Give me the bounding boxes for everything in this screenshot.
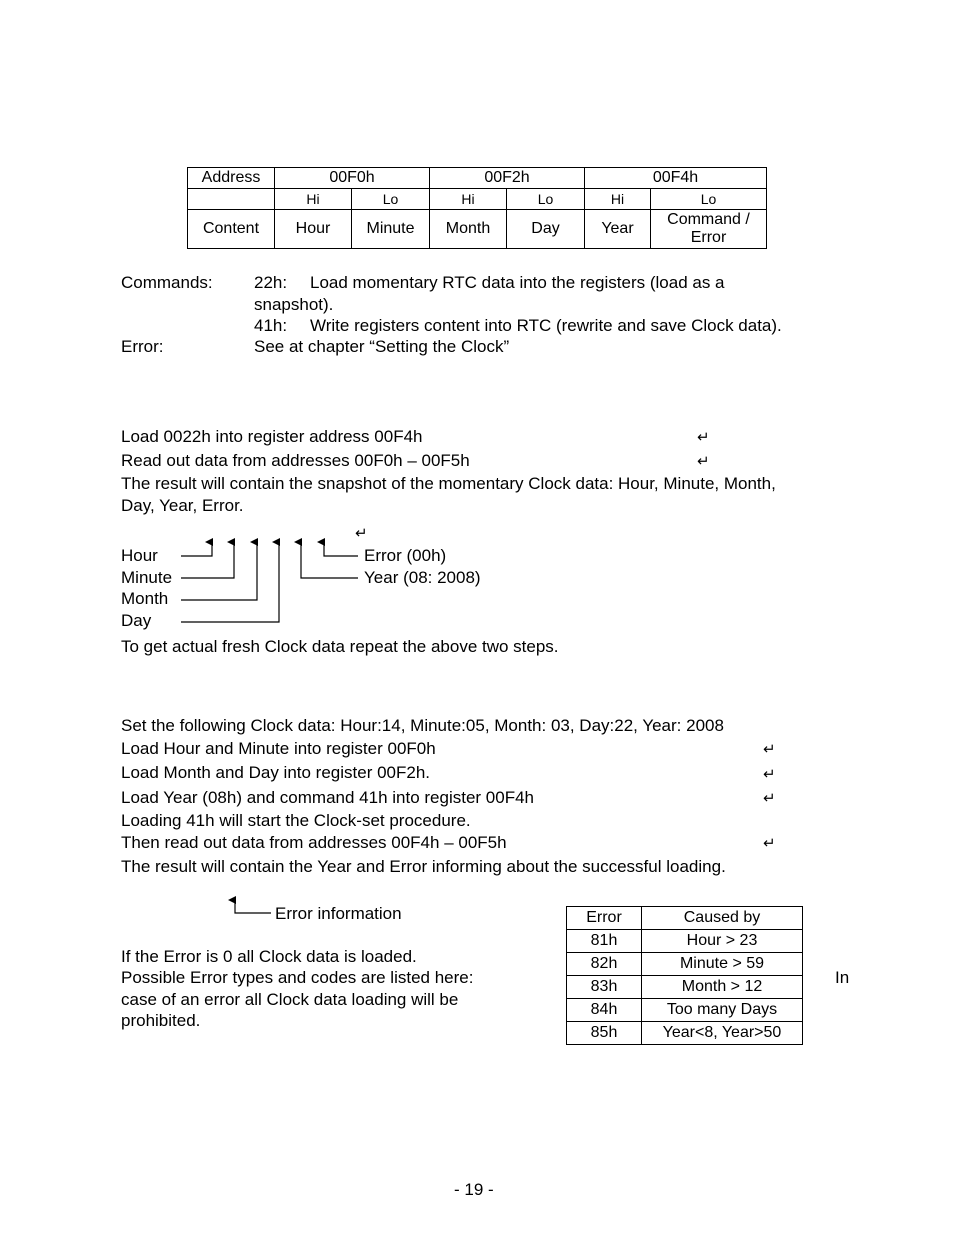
table-cell: Minute > 59 bbox=[642, 953, 803, 976]
table-cell: Minute bbox=[352, 210, 430, 249]
error-information-label: Error information bbox=[275, 904, 402, 923]
table-cell: Hour > 23 bbox=[642, 930, 803, 953]
table-cell: Hi bbox=[585, 189, 651, 210]
hour-arrow bbox=[181, 542, 212, 556]
return-icon: ↵ bbox=[763, 766, 776, 783]
command-code-22h: 22h: bbox=[254, 273, 288, 292]
table-cell: Lo bbox=[651, 189, 767, 210]
label-minute: Minute bbox=[121, 568, 173, 587]
label-day: Day bbox=[121, 611, 152, 630]
label-year: Year (08: 2008) bbox=[364, 568, 481, 587]
page-number: - 19 - bbox=[454, 1180, 494, 1199]
return-icon: ↵ bbox=[763, 790, 776, 807]
table-cell: 00F4h bbox=[585, 168, 767, 189]
table-cell: 82h bbox=[567, 953, 642, 976]
table-cell: 00F0h bbox=[275, 168, 430, 189]
read-result-line1: The result will contain the snapshot of the momentary Clock data: Hour, Minute, Month, bbox=[121, 474, 776, 493]
table-cell: Month > 12 bbox=[642, 976, 803, 999]
read-footer: To get actual fresh Clock data repeat the above two steps. bbox=[121, 637, 559, 656]
error-para-line1: If the Error is 0 all Clock data is loaded. bbox=[121, 947, 417, 966]
return-icon: ↵ bbox=[697, 429, 710, 446]
table-cell: Address bbox=[188, 168, 275, 189]
set-step-4: Then read out data from addresses 00F4h – 00F5h bbox=[121, 833, 507, 852]
table-cell: Lo bbox=[352, 189, 430, 210]
table-cell: Hour bbox=[275, 210, 352, 249]
read-result-line2: Day, Year, Error. bbox=[121, 496, 244, 515]
table-cell: Month bbox=[430, 210, 507, 249]
table-cell: Too many Days bbox=[642, 999, 803, 1022]
set-step-3: Load Year (08h) and command 41h into register 00F4h bbox=[121, 788, 534, 807]
command-text-22h-cont: snapshot). bbox=[254, 295, 334, 314]
error-arrow bbox=[324, 542, 358, 556]
set-step-note: Loading 41h will start the Clock-set procedure. bbox=[121, 811, 471, 830]
label-month: Month bbox=[121, 589, 169, 608]
label-error: Error (00h) bbox=[364, 546, 447, 565]
command-text-41h: Write registers content into RTC (rewrite and save Clock data). bbox=[310, 316, 782, 335]
error-information-arrow bbox=[235, 900, 271, 913]
year-arrow bbox=[301, 542, 358, 578]
set-step-2: Load Month and Day into register 00F2h. bbox=[121, 763, 431, 782]
table-cell: Day bbox=[507, 210, 585, 249]
table-cell: 81h bbox=[567, 930, 642, 953]
error-para-line4: prohibited. bbox=[121, 1011, 201, 1030]
table-cell: Year bbox=[585, 210, 651, 249]
command-code-41h: 41h: bbox=[254, 316, 288, 335]
table-cell: Lo bbox=[507, 189, 585, 210]
error-para-line3: case of an error all Clock data loading will be bbox=[121, 990, 459, 1009]
read-step-2: Read out data from addresses 00F0h – 00F5h bbox=[121, 451, 470, 470]
return-icon: ↵ bbox=[697, 453, 710, 470]
table-cell: 84h bbox=[567, 999, 642, 1022]
table-header: Caused by bbox=[642, 907, 803, 930]
command-text-22h: Load momentary RTC data into the registers (load as a bbox=[310, 273, 725, 292]
label-hour: Hour bbox=[121, 546, 158, 565]
error-text: See at chapter “Setting the Clock” bbox=[254, 337, 510, 356]
set-step-1: Load Hour and Minute into register 00F0h bbox=[121, 739, 436, 758]
table-cell: 00F2h bbox=[430, 168, 585, 189]
read-step-1: Load 0022h into register address 00F4h bbox=[121, 427, 423, 446]
month-arrow bbox=[181, 542, 257, 600]
table-header: Error bbox=[567, 907, 642, 930]
error-para-line2: Possible Error types and codes are listed here: bbox=[121, 968, 474, 987]
commands-label: Commands: bbox=[121, 273, 213, 292]
table-cell: Year<8, Year>50 bbox=[642, 1022, 803, 1045]
minute-arrow bbox=[181, 542, 234, 578]
day-arrow bbox=[181, 542, 279, 622]
set-step-intro: Set the following Clock data: Hour:14, Minute:05, Month: 03, Day:22, Year: 2008 bbox=[121, 716, 724, 735]
return-icon: ↵ bbox=[763, 741, 776, 758]
error-label: Error: bbox=[121, 337, 164, 356]
table-cell: 83h bbox=[567, 976, 642, 999]
table-cell: Command / Error bbox=[651, 210, 767, 249]
table-cell: 85h bbox=[567, 1022, 642, 1045]
return-icon: ↵ bbox=[763, 835, 776, 852]
set-result: The result will contain the Year and Error informing about the successful loading. bbox=[121, 857, 726, 876]
table-cell: Content bbox=[188, 210, 275, 249]
table-cell: Hi bbox=[430, 189, 507, 210]
table-cell: Hi bbox=[275, 189, 352, 210]
return-icon: ↵ bbox=[355, 525, 368, 542]
error-para-in: In bbox=[835, 968, 850, 987]
